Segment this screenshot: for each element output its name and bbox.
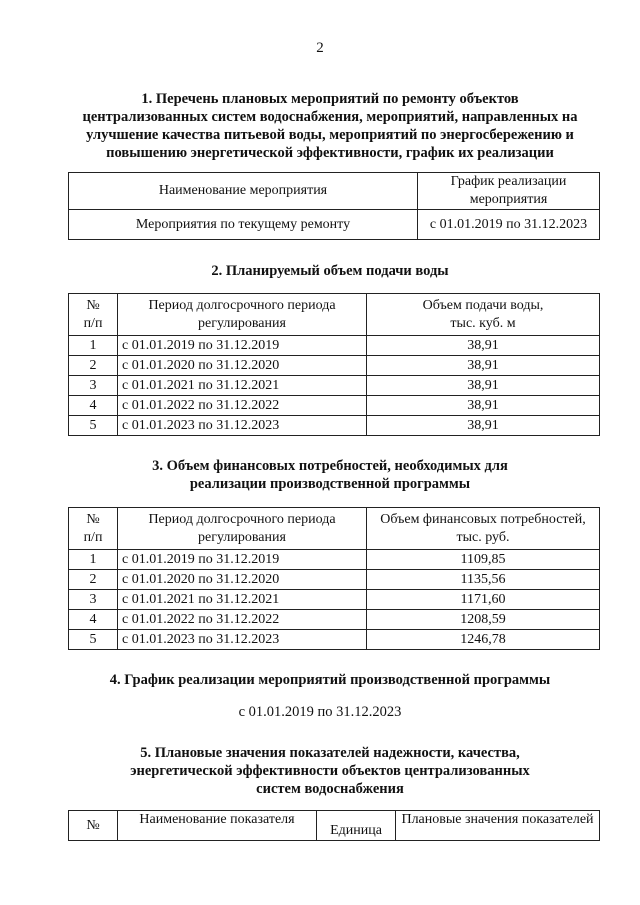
cell-period: с 01.01.2020 по 31.12.2020 [118, 570, 367, 590]
header-number: № [69, 811, 118, 841]
cell-amount: 1208,59 [367, 610, 600, 630]
cell-number: 1 [69, 336, 118, 356]
header-unit: Единица [317, 811, 396, 841]
cell-volume: 38,91 [367, 416, 600, 436]
table-row [69, 376, 600, 396]
table-header-row [69, 173, 600, 210]
cell-period: с 01.01.2021 по 31.12.2021 [118, 590, 367, 610]
section-3-title [60, 457, 600, 493]
table-header-row [69, 294, 600, 336]
header-volume [367, 294, 600, 336]
cell-amount: 1109,85 [367, 550, 600, 570]
table-row [69, 210, 600, 240]
cell-period: с 01.01.2021 по 31.12.2021 [118, 376, 367, 396]
cell-activity: Мероприятия по текущему ремонту [69, 210, 418, 240]
cell-number: 3 [69, 376, 118, 396]
section-1-title [60, 90, 600, 162]
section-5-title-line: 5. Плановые значения показателей надежности, качества, [140, 745, 520, 761]
header-period-line: Период долгосрочного периода [148, 297, 336, 313]
cell-number: 1 [69, 550, 118, 570]
section-4-period: с 01.01.2019 по 31.12.2023 [238, 704, 402, 720]
header-number [69, 508, 118, 550]
header-period [118, 294, 367, 336]
section-1-title-line: улучшение качества питьевой воды, мероприятий по энергосбережению и [86, 127, 574, 143]
cell-volume: 38,91 [367, 376, 600, 396]
header-financial [367, 508, 600, 550]
cell-period: с 01.01.2023 по 31.12.2023 [118, 630, 367, 650]
header-period-line: регулирования [198, 315, 286, 331]
table-header-row [69, 508, 600, 550]
cell-period: с 01.01.2022 по 31.12.2022 [118, 610, 367, 630]
cell-number: 4 [69, 610, 118, 630]
cell-number: 3 [69, 590, 118, 610]
header-volume-line: тыс. куб. м [450, 315, 516, 331]
section-4-title: 4. График реализации мероприятий производственной программы [109, 672, 551, 688]
table-row [69, 590, 600, 610]
table-header-row [69, 811, 600, 841]
section-1-title-line: централизованных систем водоснабжения, мероприятий, направленных на [82, 109, 578, 125]
cell-number: 2 [69, 570, 118, 590]
cell-number: 4 [69, 396, 118, 416]
section-3-title-line: 3. Объем финансовых потребностей, необходимых для [152, 458, 508, 474]
header-indicator-name: Наименование показателя [118, 811, 317, 841]
cell-amount: 1246,78 [367, 630, 600, 650]
header-schedule-line: мероприятия [469, 192, 548, 207]
cell-amount: 1135,56 [367, 570, 600, 590]
table-row [69, 610, 600, 630]
water-supply-table [68, 293, 600, 436]
header-financial-line: тыс. руб. [456, 529, 510, 545]
header-number-line: п/п [83, 529, 103, 545]
header-financial-line: Объем финансовых потребностей, [380, 511, 586, 527]
table-row [69, 416, 600, 436]
table-row [69, 396, 600, 416]
header-number [69, 294, 118, 336]
header-number-line: № [86, 511, 100, 527]
page-number: 2 [316, 40, 324, 56]
section-1-title-line: повышению энергетической эффективности, график их реализации [106, 145, 554, 161]
section-5-title-line: систем водоснабжения [256, 781, 404, 797]
table-row [69, 630, 600, 650]
header-planned-values: Плановые значения показателей [396, 811, 600, 841]
header-activity-name: Наименование мероприятия [69, 173, 418, 210]
cell-volume: 38,91 [367, 396, 600, 416]
cell-number: 5 [69, 630, 118, 650]
table-row [69, 550, 600, 570]
section-1-title-line: 1. Перечень плановых мероприятий по ремонту объектов [141, 91, 519, 107]
indicators-table [68, 810, 600, 841]
cell-volume: 38,91 [367, 336, 600, 356]
header-number-line: № [86, 297, 100, 313]
cell-period: с 01.01.2019 по 31.12.2019 [118, 550, 367, 570]
header-period-line: регулирования [198, 529, 286, 545]
cell-number: 2 [69, 356, 118, 376]
table-row [69, 356, 600, 376]
cell-volume: 38,91 [367, 356, 600, 376]
cell-period: с 01.01.2020 по 31.12.2020 [118, 356, 367, 376]
header-schedule-line: График реализации [450, 174, 567, 189]
header-number-line: п/п [83, 315, 103, 331]
cell-period: с 01.01.2022 по 31.12.2022 [118, 396, 367, 416]
section-5-title-line: энергетической эффективности объектов централизованных [130, 763, 530, 779]
section-2-title: 2. Планируемый объем подачи воды [211, 263, 449, 279]
header-period [118, 508, 367, 550]
header-period-line: Период долгосрочного периода [148, 511, 336, 527]
cell-schedule: с 01.01.2019 по 31.12.2023 [418, 210, 600, 240]
header-schedule [418, 173, 600, 210]
cell-number: 5 [69, 416, 118, 436]
activities-table [68, 172, 600, 240]
section-3-title-line: реализации производственной программы [189, 476, 471, 492]
financial-needs-table [68, 507, 600, 650]
table-row [69, 570, 600, 590]
cell-period: с 01.01.2019 по 31.12.2019 [118, 336, 367, 356]
cell-amount: 1171,60 [367, 590, 600, 610]
table-row [69, 336, 600, 356]
section-5-title [60, 744, 600, 798]
header-volume-line: Объем подачи воды, [422, 297, 544, 313]
cell-period: с 01.01.2023 по 31.12.2023 [118, 416, 367, 436]
